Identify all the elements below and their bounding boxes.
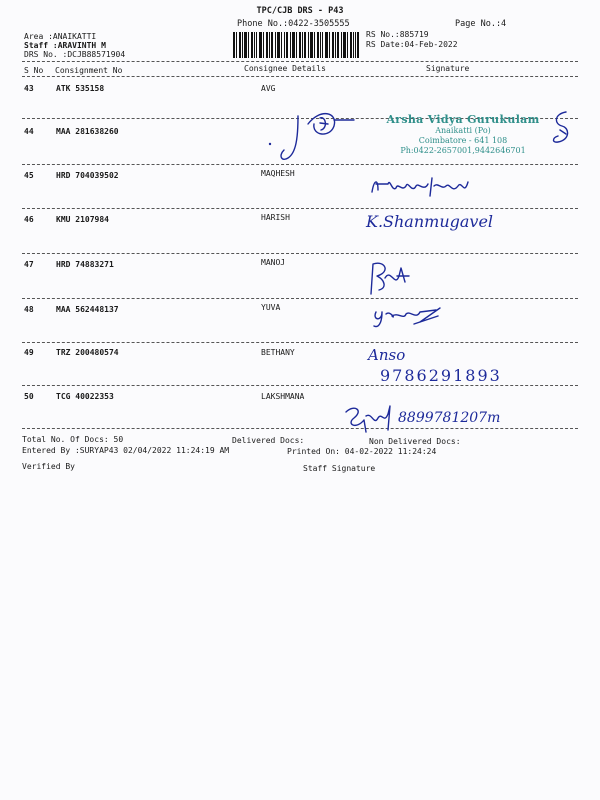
entered-by: Entered By :SURYAP43 02/04/2022 11:24:19 AM — [22, 446, 230, 455]
row-consignee: MAQHESH — [261, 169, 295, 178]
column-header-consignment: Consignment No — [55, 66, 123, 75]
row-consignment: TRZ 200480574 — [56, 348, 119, 357]
document-title: TPC/CJB DRS - P43 — [256, 6, 344, 16]
row-separator — [22, 342, 578, 343]
row-sno: 49 — [24, 348, 34, 357]
header-rule-bottom — [22, 76, 578, 77]
column-header-consignee: Consignee Details — [244, 64, 326, 73]
row-separator — [22, 298, 578, 299]
row-separator — [22, 385, 578, 386]
row-consignee: BETHANY — [261, 348, 295, 357]
phone-number: Phone No.:0422-3505555 — [237, 19, 350, 29]
row-consignment: ATK 535158 — [56, 84, 105, 93]
signature-row50 — [338, 402, 398, 440]
row-consignment: TCG 40022353 — [56, 392, 114, 401]
printed-on: Printed On: 04-02-2022 11:24:24 — [287, 447, 437, 456]
signature-row47 — [365, 258, 415, 302]
area-label: Area :ANAIKATTI — [24, 32, 97, 41]
stamp-name: Arsha Vidya Gurukulam — [386, 113, 540, 126]
row-consignment: MAA 281638260 — [56, 127, 119, 136]
staff-label: Staff :ARAVINTH M — [24, 41, 106, 50]
stamp-line1: Anaikatti (Po) — [435, 126, 491, 135]
row-sno: 48 — [24, 305, 34, 314]
stamp-line3: Ph:0422-2657001,9442646701 — [400, 146, 526, 155]
barcode-image — [233, 32, 359, 58]
row-sno: 44 — [24, 127, 34, 136]
row-separator — [22, 428, 578, 429]
page-number: Page No.:4 — [455, 19, 507, 29]
signature-row46: K.Shanmugavel — [366, 212, 494, 231]
signature-row49-phone: 9786291893 — [380, 366, 502, 385]
row-separator — [22, 208, 578, 209]
rs-number: RS No.:885719 — [366, 30, 429, 39]
row-consignee: MANOJ — [261, 258, 286, 267]
column-header-signature: Signature — [426, 64, 470, 73]
row-consignment: KMU 2107984 — [56, 215, 109, 224]
row-consignee: LAKSHMANA — [261, 392, 305, 401]
verified-by-label: Verified By — [22, 462, 75, 471]
row-consignment: HRD 704039502 — [56, 171, 119, 180]
row-sno: 50 — [24, 392, 34, 401]
signature-row49-name: Anso — [368, 346, 406, 364]
row-sno: 45 — [24, 171, 34, 180]
rs-date: RS Date:04-Feb-2022 — [366, 40, 458, 49]
row-consignment: HRD 74883271 — [56, 260, 114, 269]
institution-stamp — [368, 113, 558, 156]
signature-row44 — [548, 110, 578, 154]
stamp-line2: Coimbatore - 641 108 — [418, 136, 508, 145]
signature-row48 — [370, 300, 450, 334]
delivered-docs: Delivered Docs: — [232, 436, 305, 445]
column-header-sno: S No — [24, 66, 44, 75]
row-consignee: AVG — [261, 84, 276, 93]
row-sno: 47 — [24, 260, 34, 269]
row-sno: 43 — [24, 84, 34, 93]
row-consignment: MAA 562448137 — [56, 305, 119, 314]
row-consignee: YUVA — [261, 303, 281, 312]
total-docs: Total No. Of Docs: 50 — [22, 435, 124, 444]
non-delivered-docs: Non Delivered Docs: — [369, 437, 461, 446]
row-sno: 46 — [24, 215, 34, 224]
drs-number: DRS No. :DCJB88571904 — [24, 50, 126, 59]
row-separator — [22, 253, 578, 254]
signature-row50-phone: 8899781207m — [398, 410, 501, 426]
row-consignee: HARISH — [261, 213, 290, 222]
header-rule-top — [22, 61, 578, 62]
staff-signature-label: Staff Signature — [303, 464, 376, 473]
signature-row43 — [268, 98, 358, 172]
signature-row45 — [368, 170, 478, 204]
